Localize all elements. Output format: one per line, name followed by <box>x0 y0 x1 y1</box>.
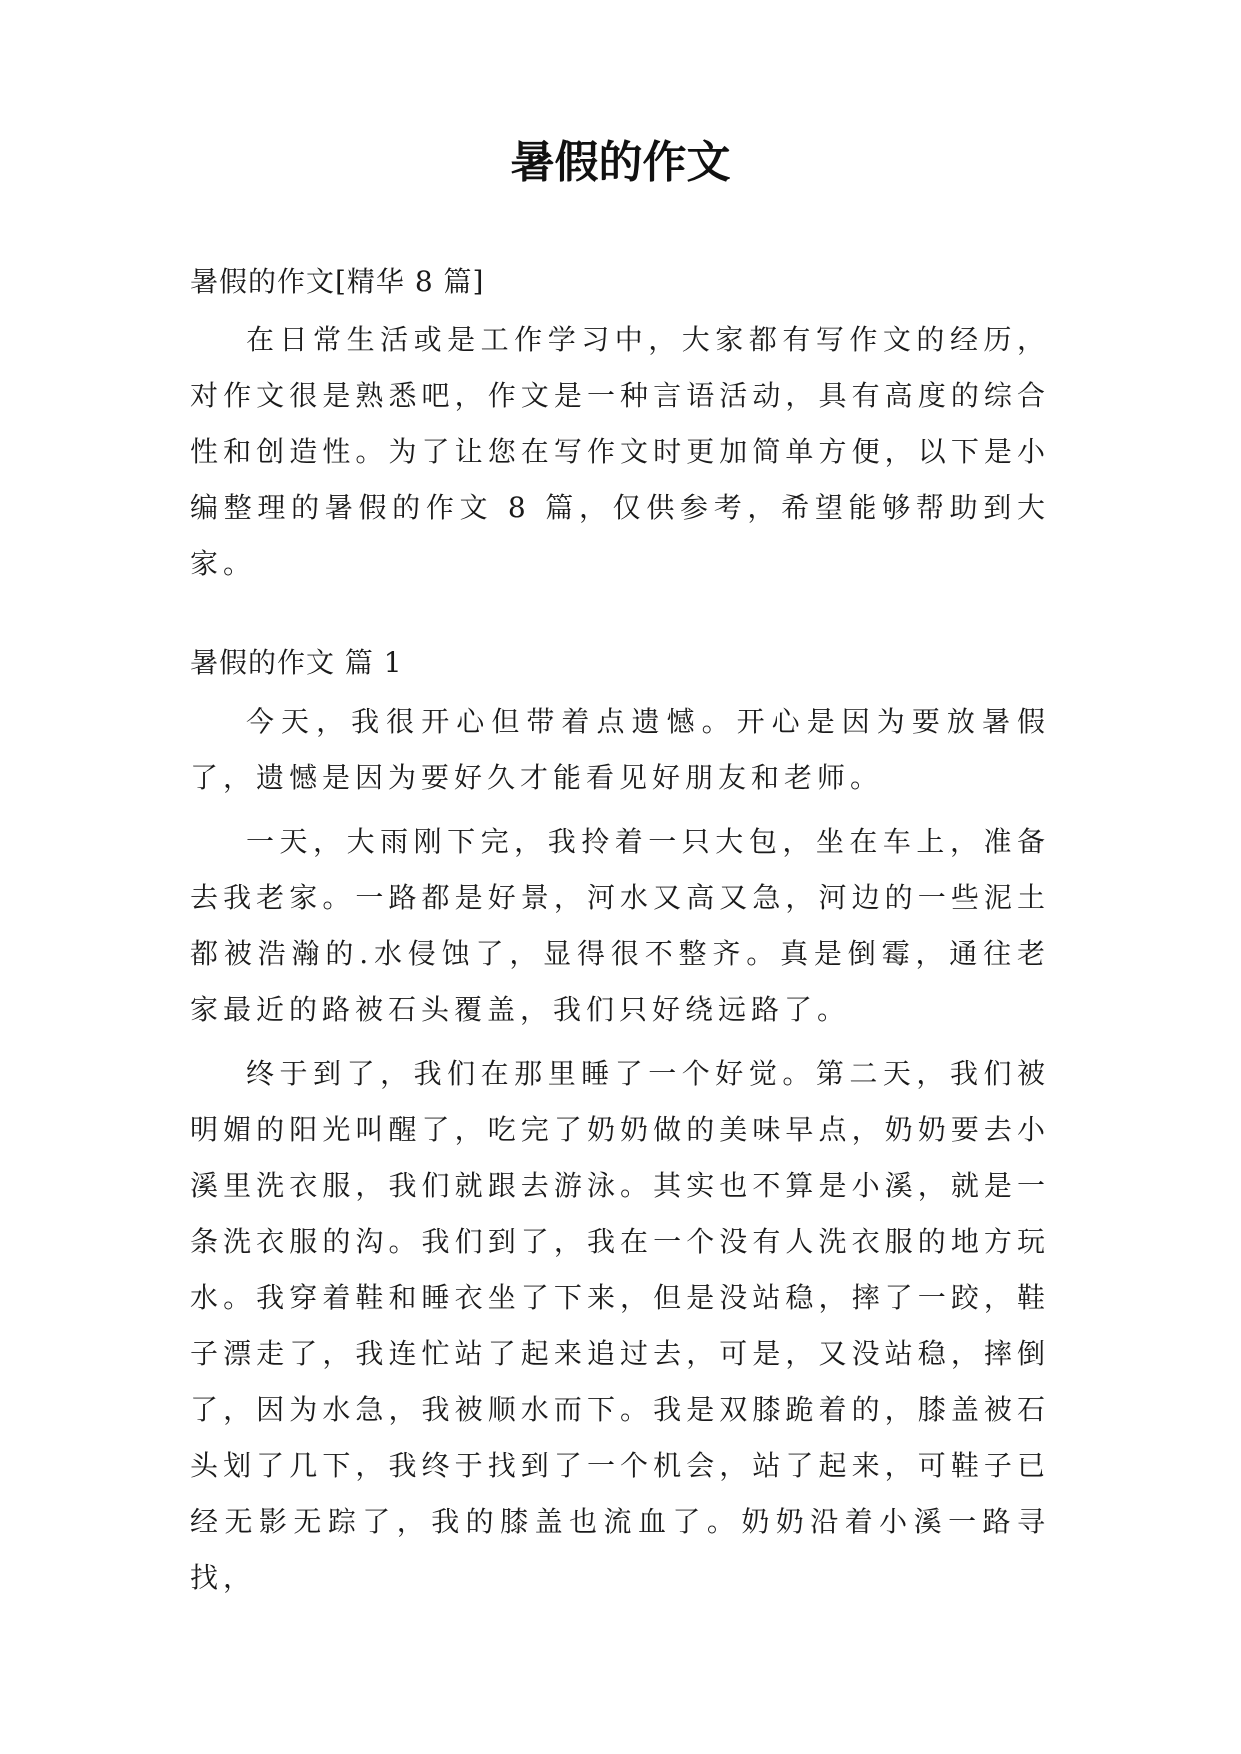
document-subtitle: 暑假的作文[精华 8 篇] <box>190 265 485 298</box>
document-body <box>190 262 1050 1606</box>
page-title: 暑假的作文 <box>510 137 731 188</box>
body-paragraph: 今天，我很开心但带着点遗憾。开心是因为要放暑假了，遗憾是因为要好久才能看见好朋友和老师。 <box>190 705 1050 794</box>
body-paragraph: 终于到了，我们在那里睡了一个好觉。第二天，我们被明媚的阳光叫醒了，吃完了奶奶做的美味早点，奶奶要去小溪里洗衣服，我们就跟去游泳。其实也不算是小溪，就是一条洗衣服的沟。我们到了，我在一个没有人洗衣服的地方玩水。我穿着鞋和睡衣坐了下来，但是没站稳，摔了一跤，鞋子漂走了，我连忙站了起来追过去，可是，又没站稳，摔倒了，因为水急，我被顺水而下。我是双膝跪着的，膝盖被石头划了几下，我终于找到了一个机会，站了起来，可鞋子已经无影无踪了，我的膝盖也流血了。奶奶沿着小溪一路寻找， <box>190 1057 1050 1594</box>
intro-paragraph: 在日常生活或是工作学习中，大家都有写作文的经历，对作文很是熟悉吧，作文是一种言语活动，具有高度的综合性和创造性。为了让您在写作文时更加简单方便，以下是小编整理的暑假的作文 8 篇，仅供参考，希望能够帮助到大家。 <box>190 323 1050 580</box>
essay-section-1 <box>190 642 1050 1606</box>
section-body <box>190 694 1050 1606</box>
section-heading: 暑假的作文 篇 1 <box>190 646 403 679</box>
intro-section <box>190 312 1050 592</box>
body-paragraph: 一天，大雨刚下完，我拎着一只大包，坐在车上，准备去我老家。一路都是好景，河水又高又急，河边的一些泥土都被浩瀚的.水侵蚀了，显得很不整齐。真是倒霉，通往老家最近的路被石头覆盖，我们只好绕远路了。 <box>190 825 1050 1026</box>
